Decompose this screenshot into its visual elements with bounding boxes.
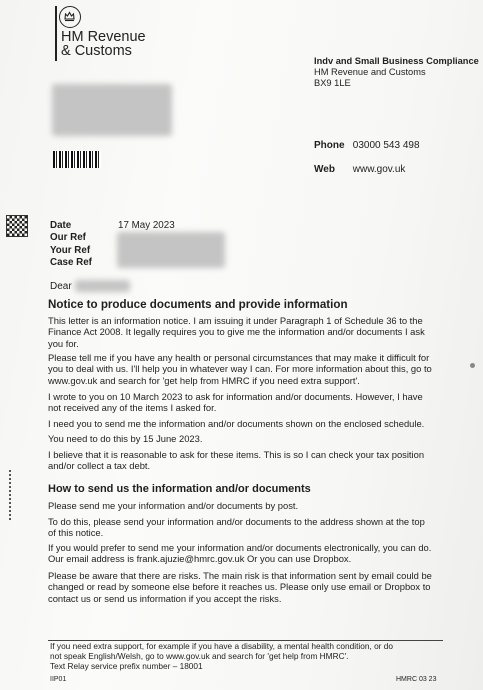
sender-address <box>314 56 479 88</box>
crown-crest-icon <box>59 6 81 28</box>
p5-line1: You need to do this by 15 June 2023. <box>48 433 203 444</box>
paragraph-1 <box>48 315 448 349</box>
p6-line2: and/or collect a tax debt. <box>48 460 151 472</box>
how-to-send-heading: How to send us the information and/or documents <box>48 483 311 495</box>
footer-line1: If you need extra support, for example if you have a disability, a mental health condition, or do <box>50 641 393 651</box>
web-label: Web <box>314 164 335 175</box>
phone-number: 03000 543 498 <box>352 140 420 151</box>
p8-line1: To do this, please send your information and/or documents to the address shown at the top <box>48 516 425 527</box>
sender-line2: HM Revenue and Customs <box>314 66 426 77</box>
postal-barcode <box>53 151 101 168</box>
case-ref-label: Case Ref <box>50 256 92 268</box>
paragraph-5 <box>48 433 448 444</box>
salutation: Dear <box>50 281 72 292</box>
phone-label: Phone <box>314 140 345 151</box>
paragraph-8 <box>48 516 448 539</box>
your-ref-label: Your Ref <box>50 244 91 256</box>
p2-line3: www.gov.uk and search for 'get help from HMRC if you need extra support'. <box>48 374 360 386</box>
redacted-recipient-address <box>52 84 172 136</box>
notice-heading: Notice to produce documents and provide information <box>48 298 348 311</box>
date-label: Date <box>50 220 72 231</box>
web-address: www.gov.uk <box>352 164 406 175</box>
paragraph-7 <box>48 500 448 511</box>
paragraph-10 <box>48 570 448 604</box>
footer-line2: not speak English/Welsh, go to www.gov.uk and search for 'get help from HMRC'. <box>50 650 349 661</box>
p3-line1: I wrote to you on 10 March 2023 to ask for information and/or documents. However, I have <box>48 391 423 402</box>
redacted-references <box>117 232 225 268</box>
form-code-right: HMRC 03 23 <box>396 676 437 683</box>
redacted-name <box>75 280 130 292</box>
paragraph-9 <box>48 542 448 565</box>
sender-line3: BX9 1LE <box>314 77 351 88</box>
sender-line1: Indv and Small Business Compliance <box>314 56 479 66</box>
logo-text-line1: HM Revenue <box>61 29 146 45</box>
p1-line2: Finance Act 2008. It legally requires you to give me the information and/or documents I ask <box>48 326 425 338</box>
p2-line1: Please tell me if you have any health or personal circumstances that may make it difficult for <box>48 352 430 363</box>
paragraph-3 <box>48 391 448 414</box>
p7-line1: Please send me your information and/or documents by post. <box>48 500 299 511</box>
footer-line3: Text Relay service prefix number – 18001 <box>50 660 203 671</box>
our-ref-label: Our Ref <box>50 232 86 244</box>
p8-line2: of this notice. <box>48 527 104 539</box>
edge-perforation <box>9 470 11 520</box>
p3-line2: not received any of the items I asked for. <box>48 402 217 414</box>
paragraph-2 <box>48 352 448 386</box>
paragraph-4 <box>48 418 448 429</box>
footer-support-note <box>50 642 393 671</box>
contact-web <box>314 164 405 175</box>
p1-line1: This letter is an information notice. I am issuing it under Paragraph 1 of Schedule 36 to the <box>48 315 423 326</box>
logo-rule <box>55 6 57 61</box>
paper-mark <box>470 363 475 368</box>
p10-line3: contact us or send us information if you accept the risks. <box>48 592 282 604</box>
p9-line2: Our email address is frank.ajuzie@hmrc.gov.uk Or you can use Dropbox. <box>48 553 352 565</box>
p10-line2: changed or read by someone else before it reaches us. Please only use email or Dropbox to <box>48 581 431 593</box>
form-code-left: IIP01 <box>50 676 67 683</box>
date-value: 17 May 2023 <box>118 220 175 231</box>
p1-line3: you for. <box>48 337 79 349</box>
logo-text-line2: & Customs <box>61 43 132 59</box>
p4-line1: I need you to send me the information and/or documents shown on the enclosed schedule. <box>48 418 425 429</box>
p10-line1: Please be aware that there are risks. The main risk is that information sent by email could be <box>48 570 432 581</box>
datamatrix-code <box>6 215 28 237</box>
contact-phone <box>314 140 420 151</box>
p9-line1: If you would prefer to send me your information and/or documents electronically, you can do. <box>48 542 432 553</box>
p6-line1: I believe that it is reasonable to ask for these items. This is so I can check your tax position <box>48 449 425 460</box>
paragraph-6 <box>48 449 448 472</box>
p2-line2: you to deal with us. I'll help you in whatever way I can. For more information about this, go to <box>48 363 432 375</box>
